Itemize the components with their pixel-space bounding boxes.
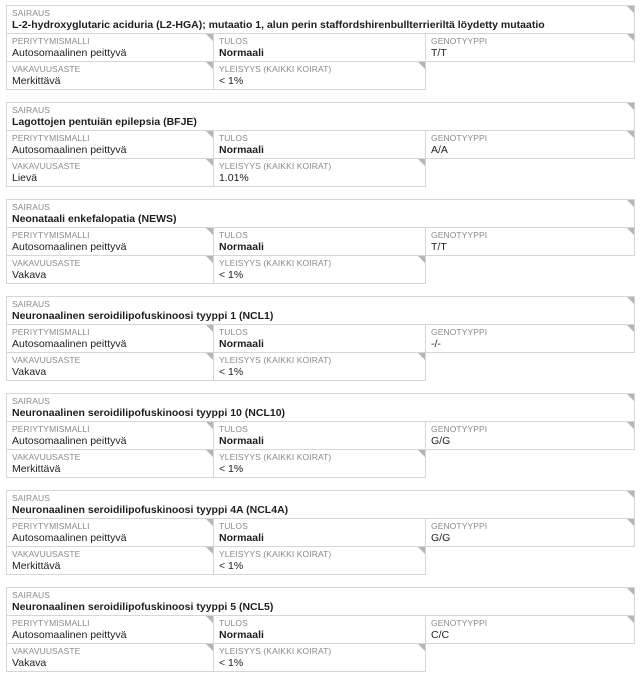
severity-label: VAKAVUUSASTE	[12, 549, 81, 559]
prevalence-value: < 1%	[219, 657, 244, 669]
disease-label: SAIRAUS	[12, 493, 51, 503]
prevalence-cell[interactable]	[213, 158, 426, 187]
result-value: Normaali	[219, 47, 264, 59]
prevalence-cell[interactable]	[213, 643, 426, 672]
inheritance-value: Autosomaalinen peittyvä	[12, 532, 127, 544]
inheritance-label: PERIYTYMISMALLI	[12, 521, 90, 531]
inheritance-label: PERIYTYMISMALLI	[12, 36, 90, 46]
severity-cell[interactable]	[6, 61, 214, 90]
genotype-cell[interactable]	[425, 227, 635, 256]
prevalence-cell[interactable]	[213, 352, 426, 381]
disease-name: Neonataali enkefalopatia (NEWS)	[12, 213, 177, 225]
result-cell	[213, 227, 426, 256]
disease-card	[6, 393, 635, 490]
result-value: Normaali	[219, 532, 264, 544]
severity-cell[interactable]	[6, 255, 214, 284]
inheritance-label: PERIYTYMISMALLI	[12, 424, 90, 434]
disease-cell[interactable]	[6, 296, 635, 325]
prevalence-label: YLEISYYS (KAIKKI KOIRAT)	[219, 64, 332, 74]
prevalence-label: YLEISYYS (KAIKKI KOIRAT)	[219, 258, 332, 268]
inheritance-label: PERIYTYMISMALLI	[12, 327, 90, 337]
prevalence-cell[interactable]	[213, 546, 426, 575]
prevalence-value: < 1%	[219, 560, 244, 572]
prevalence-value: < 1%	[219, 366, 244, 378]
result-label: TULOS	[219, 36, 248, 46]
severity-value: Vakava	[12, 366, 47, 378]
genotype-value: -/-	[431, 338, 441, 350]
inheritance-cell[interactable]	[6, 33, 214, 62]
result-value: Normaali	[219, 435, 264, 447]
severity-label: VAKAVUUSASTE	[12, 64, 81, 74]
prevalence-value: < 1%	[219, 463, 244, 475]
disease-name: Neuronaalinen seroidilipofuskinoosi tyyppi 5 (NCL5)	[12, 601, 274, 613]
inheritance-cell[interactable]	[6, 518, 214, 547]
prevalence-label: YLEISYYS (KAIKKI KOIRAT)	[219, 452, 332, 462]
result-cell	[213, 518, 426, 547]
inheritance-cell[interactable]	[6, 130, 214, 159]
severity-label: VAKAVUUSASTE	[12, 258, 81, 268]
disease-cell[interactable]	[6, 5, 635, 34]
severity-label: VAKAVUUSASTE	[12, 355, 81, 365]
inheritance-value: Autosomaalinen peittyvä	[12, 241, 127, 253]
disease-label: SAIRAUS	[12, 202, 51, 212]
disease-name: Lagottojen pentuiän epilepsia (BFJE)	[12, 116, 197, 128]
disease-label: SAIRAUS	[12, 299, 51, 309]
result-cell	[213, 421, 426, 450]
genotype-label: GENOTYYPPI	[431, 618, 488, 628]
genotype-label: GENOTYYPPI	[431, 230, 488, 240]
disease-name: Neuronaalinen seroidilipofuskinoosi tyyppi 1 (NCL1)	[12, 310, 274, 322]
result-cell	[213, 324, 426, 353]
disease-card	[6, 5, 635, 102]
prevalence-label: YLEISYYS (KAIKKI KOIRAT)	[219, 355, 332, 365]
genotype-cell[interactable]	[425, 421, 635, 450]
inheritance-value: Autosomaalinen peittyvä	[12, 435, 127, 447]
disease-card	[6, 102, 635, 199]
genotype-label: GENOTYYPPI	[431, 36, 488, 46]
genotype-label: GENOTYYPPI	[431, 424, 488, 434]
prevalence-value: < 1%	[219, 75, 244, 87]
result-label: TULOS	[219, 133, 248, 143]
genotype-label: GENOTYYPPI	[431, 133, 488, 143]
inheritance-cell[interactable]	[6, 421, 214, 450]
inheritance-cell[interactable]	[6, 615, 214, 644]
disease-result-list	[6, 5, 635, 684]
result-value: Normaali	[219, 241, 264, 253]
genotype-value: G/G	[431, 435, 451, 447]
genotype-value: C/C	[431, 629, 450, 641]
disease-label: SAIRAUS	[12, 105, 51, 115]
result-cell	[213, 615, 426, 644]
prevalence-label: YLEISYYS (KAIKKI KOIRAT)	[219, 161, 332, 171]
severity-value: Merkittävä	[12, 75, 61, 87]
result-cell	[213, 33, 426, 62]
disease-cell[interactable]	[6, 587, 635, 616]
prevalence-cell[interactable]	[213, 449, 426, 478]
result-label: TULOS	[219, 327, 248, 337]
genotype-value: G/G	[431, 532, 451, 544]
prevalence-label: YLEISYYS (KAIKKI KOIRAT)	[219, 549, 332, 559]
result-value: Normaali	[219, 144, 264, 156]
severity-value: Vakava	[12, 269, 47, 281]
prevalence-cell[interactable]	[213, 255, 426, 284]
disease-name: Neuronaalinen seroidilipofuskinoosi tyyppi 10 (NCL10)	[12, 407, 286, 419]
disease-card	[6, 490, 635, 587]
genotype-cell[interactable]	[425, 33, 635, 62]
severity-cell[interactable]	[6, 449, 214, 478]
severity-value: Merkittävä	[12, 560, 61, 572]
disease-label: SAIRAUS	[12, 396, 51, 406]
genotype-cell[interactable]	[425, 518, 635, 547]
result-value: Normaali	[219, 338, 264, 350]
inheritance-value: Autosomaalinen peittyvä	[12, 47, 127, 59]
disease-cell[interactable]	[6, 490, 635, 519]
severity-value: Lievä	[12, 172, 38, 184]
severity-cell[interactable]	[6, 352, 214, 381]
genotype-value: T/T	[431, 241, 447, 253]
prevalence-value: 1.01%	[219, 172, 249, 184]
genotype-value: T/T	[431, 47, 447, 59]
inheritance-label: PERIYTYMISMALLI	[12, 230, 90, 240]
disease-name: L-2-hydroxyglutaric aciduria (L2-HGA); mutaatio 1, alun perin staffordshirenbullterrieriltä löydetty mutaatio	[12, 19, 545, 31]
genotype-value: A/A	[431, 144, 448, 156]
genotype-label: GENOTYYPPI	[431, 327, 488, 337]
result-label: TULOS	[219, 230, 248, 240]
severity-label: VAKAVUUSASTE	[12, 646, 81, 656]
inheritance-label: PERIYTYMISMALLI	[12, 133, 90, 143]
severity-cell[interactable]	[6, 643, 214, 672]
inheritance-value: Autosomaalinen peittyvä	[12, 338, 127, 350]
inheritance-cell[interactable]	[6, 227, 214, 256]
severity-value: Vakava	[12, 657, 47, 669]
inheritance-value: Autosomaalinen peittyvä	[12, 629, 127, 641]
severity-label: VAKAVUUSASTE	[12, 452, 81, 462]
result-label: TULOS	[219, 618, 248, 628]
result-value: Normaali	[219, 629, 264, 641]
genotype-cell[interactable]	[425, 324, 635, 353]
disease-label: SAIRAUS	[12, 8, 51, 18]
disease-card	[6, 296, 635, 393]
result-cell	[213, 130, 426, 159]
disease-cell[interactable]	[6, 102, 635, 131]
severity-cell[interactable]	[6, 546, 214, 575]
disease-card	[6, 199, 635, 296]
genotype-cell[interactable]	[425, 615, 635, 644]
inheritance-label: PERIYTYMISMALLI	[12, 618, 90, 628]
disease-card	[6, 587, 635, 684]
severity-label: VAKAVUUSASTE	[12, 161, 81, 171]
prevalence-label: YLEISYYS (KAIKKI KOIRAT)	[219, 646, 332, 656]
disease-cell[interactable]	[6, 199, 635, 228]
result-label: TULOS	[219, 521, 248, 531]
result-label: TULOS	[219, 424, 248, 434]
inheritance-value: Autosomaalinen peittyvä	[12, 144, 127, 156]
genotype-label: GENOTYYPPI	[431, 521, 488, 531]
severity-cell[interactable]	[6, 158, 214, 187]
prevalence-value: < 1%	[219, 269, 244, 281]
disease-name: Neuronaalinen seroidilipofuskinoosi tyyppi 4A (NCL4A)	[12, 504, 289, 516]
genotype-cell[interactable]	[425, 130, 635, 159]
severity-value: Merkittävä	[12, 463, 61, 475]
disease-cell[interactable]	[6, 393, 635, 422]
inheritance-cell[interactable]	[6, 324, 214, 353]
disease-label: SAIRAUS	[12, 590, 51, 600]
prevalence-cell[interactable]	[213, 61, 426, 90]
